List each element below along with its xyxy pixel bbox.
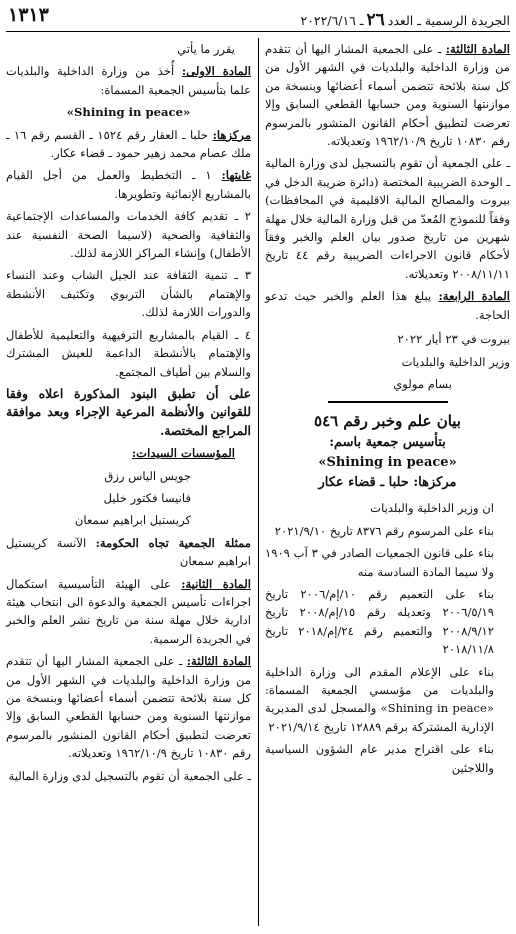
left-tax-paragraph: ـ على الجمعية أن تقوم بالتسجيل لدى وزارة المالية	[8, 768, 251, 783]
basis-paragraph: بناء على المرسوم رقم ٨٣٧٦ تاريخ ٢٠٢١/٩/١٠	[274, 523, 494, 538]
gazette-running-title	[300, 10, 510, 30]
goal-item: ١ ـ التخطيط والعمل من أجل القيام بالمشاريع الإنمائية وتطويرها.	[6, 168, 251, 201]
article-heading: المادة الرابعة:	[438, 289, 511, 304]
founder-name: فانيسا فكتور خليل	[103, 490, 191, 505]
page-header	[6, 4, 510, 30]
goals-first	[6, 166, 251, 203]
article-text: ـ على الجمعية المشار اليها أن تتقدم من وزارة الداخلية والبلديات في الشهر الأول من كل سنة بلائحة تتضمن أسماء أعضائها وبنسخة من موازنتها السنوية ومن حسابها القطعي السابق وإلا تعرضت لتطبيق أحكام القانون المنشور بالمرسوم رقم ١٠٨٣٠ تاريخ ١٩٦٢/١٠/٩ وتعديلاته.	[6, 654, 251, 761]
article-text: أُخذ من وزارة الداخلية والبلديات علما بتأسيس الجمعية المسماة:	[6, 64, 251, 97]
right-article-4	[265, 287, 510, 324]
gazette-name: الجريدة الرسمية ـ العدد	[387, 13, 510, 28]
right-tax-paragraph: ـ على الجمعية أن تقوم بالتسجيل لدى وزارة المالية ـ الوحدة الضريبية المختصة (دائرة ضريبة الدخل في بيروت والمصالح المالية الاقليمية في المحافظات) وفقاً للنموذج المُعدّ من قبل وزارة المالية خلال مهلة شهرين من تاريخ صدور بيان العلم والخبر وفقاً لأحكام قانون الاجراءات الضريبية رقم ٤٤ تاريخ ٢٠٠٨/١١/١١ وتعديلاته.	[265, 156, 510, 281]
basis-paragraph: بناء على التعميم رقم ١٠/إم/٢٠٠٦ تاريخ ٢٠٠٦/٥/١٩ وتعديله رقم ١٥/إم/٢٠٠٨ تاريخ ٢٠٠٨/٩/١٢ والتعميم رقم ٢٤/إم/٢٠١٨ تاريخ ٢٠١٨/١١/٨	[265, 586, 494, 657]
right-column	[265, 40, 510, 781]
association-name: «Shining in peace»	[66, 105, 191, 120]
left-column	[6, 40, 251, 789]
right-article-3	[265, 40, 510, 150]
representative-paragraph	[6, 534, 251, 571]
basis-paragraph: بناء على الإعلام المقدم الى وزارة الداخلية والبلديات من مؤسسي الجمعية المسماة: «Shining in peace» والمسجل لدى المديرية الإدارية المشتركة برقم ١٢٨٨٩ تاريخ ٢٠٢١/٩/١٤	[265, 664, 494, 734]
issuer-line: ان وزير الداخلية والبلديات	[370, 501, 494, 516]
goals-label: غايتها:	[221, 168, 252, 183]
left-article-1	[6, 62, 251, 99]
place-date: بيروت في ٢٣ أيار ٢٠٢٢	[397, 332, 510, 347]
minister-name: بسام مولوي	[393, 376, 452, 391]
decides-line: يقرر ما يأتي	[177, 42, 235, 56]
founder-name: كريستيل ابراهيم سمعان	[74, 513, 191, 528]
issue-date: ـ ٢٠٢٢/٦/١٦	[300, 13, 364, 28]
article-text: ـ على الجمعية المشار اليها أن تتقدم من وزارة الداخلية والبلديات في الشهر الأول من كل سنة بلائحة تتضمن أسماء أعضائها وبنسخة من موازنتها السنوية ومن حسابها القطعي السابق وإلا تعرضت لتطبيق أحكام القانون المنشور بالمرسوم رقم ١٠٨٣٠ تاريخ ١٩٦٢/١٠/٩ وتعديلاته.	[265, 42, 510, 149]
section-divider	[328, 401, 448, 403]
conditions-paragraph: على أن تطبق البنود المذكورة اعلاه وفقا للقوانين والأنظمة المرعية الإجراء وبعد موافقة المراجع المختصة.	[6, 385, 251, 438]
association-hq: مركزها: حلبا ـ قضاء عكار	[318, 475, 457, 491]
article-heading: المادة الاولى:	[181, 64, 252, 79]
founders-heading: المؤسسات السيدات:	[131, 446, 235, 461]
founder-name: جويس الياس رزق	[104, 468, 191, 483]
issue-number: ٢٦	[366, 10, 385, 30]
notice-title: بيان علم وخبر رقم ٥٤٦	[314, 412, 461, 431]
basis-paragraph: بناء على اقتراح مدير عام الشؤون السياسية واللاجئين	[265, 742, 494, 775]
hq-label: مركزها:	[212, 127, 252, 142]
article-text: يبلغ هذا العلم والخبر حيث تدعو الحاجة.	[265, 289, 510, 322]
header-rule	[6, 31, 510, 32]
left-article-3	[6, 652, 251, 762]
article-heading: المادة الثالثة:	[186, 654, 252, 669]
notice-subtitle: بتأسيس جمعية باسم:	[329, 435, 446, 451]
goal-item: ٣ ـ تنمية الثقافة عند الجيل الشاب وعند النساء والإهتمام بالشأن التربوي وتكثيف الأنشطة والدورات اللازمة لذلك.	[6, 268, 251, 320]
goal-item: ٢ ـ تقديم كافة الخدمات والمساعدات الإجتماعية والثقافية والصحية (لاسيما الصحة النفسية عند الأطفال) وإنشاء المراكز اللازمة لذلك.	[6, 209, 251, 261]
goal-item: ٤ ـ القيام بالمشاريع الترفيهية والتعليمية للأطفال والإهتمام بالأنشطة الداعمة للعيش المشترك والسلام بين أطياف المجتمع.	[6, 327, 251, 379]
minister-title: وزير الداخلية والبلديات	[401, 354, 510, 369]
representative-label: ممثلة الجمعية تجاه الحكومة:	[95, 535, 251, 550]
left-article-2	[6, 575, 251, 649]
representative-name: الآنسة كريستيل ابراهيم سمعان	[6, 535, 251, 569]
basis-paragraph: بناء على قانون الجمعيات الصادر في ٣ آب ١٩٠٩ ولا سيما المادة السادسة منه	[265, 546, 494, 579]
hq-paragraph	[6, 126, 251, 163]
article-text: على الهيئة التأسيسية استكمال اجراءات تأسيس الجمعية والدعوة الى انتخاب هيئة ادارية خلال مهلة سنة من تاريخ نشر العلم والخبر في الجريدة الرسمية.	[6, 576, 251, 646]
hq-text: حلبا ـ العقار رقم ١٥٢٤ ـ القسم رقم ١٦ ـ ملك عصام محمد زهير حمود ـ قضاء عكار.	[6, 127, 251, 161]
page-number: ١٣١٣	[8, 4, 49, 26]
article-heading: المادة الثانية:	[181, 576, 251, 591]
article-heading: المادة الثالثة:	[445, 42, 511, 56]
association-name: «Shining in peace»	[318, 455, 457, 471]
column-divider	[258, 38, 259, 926]
